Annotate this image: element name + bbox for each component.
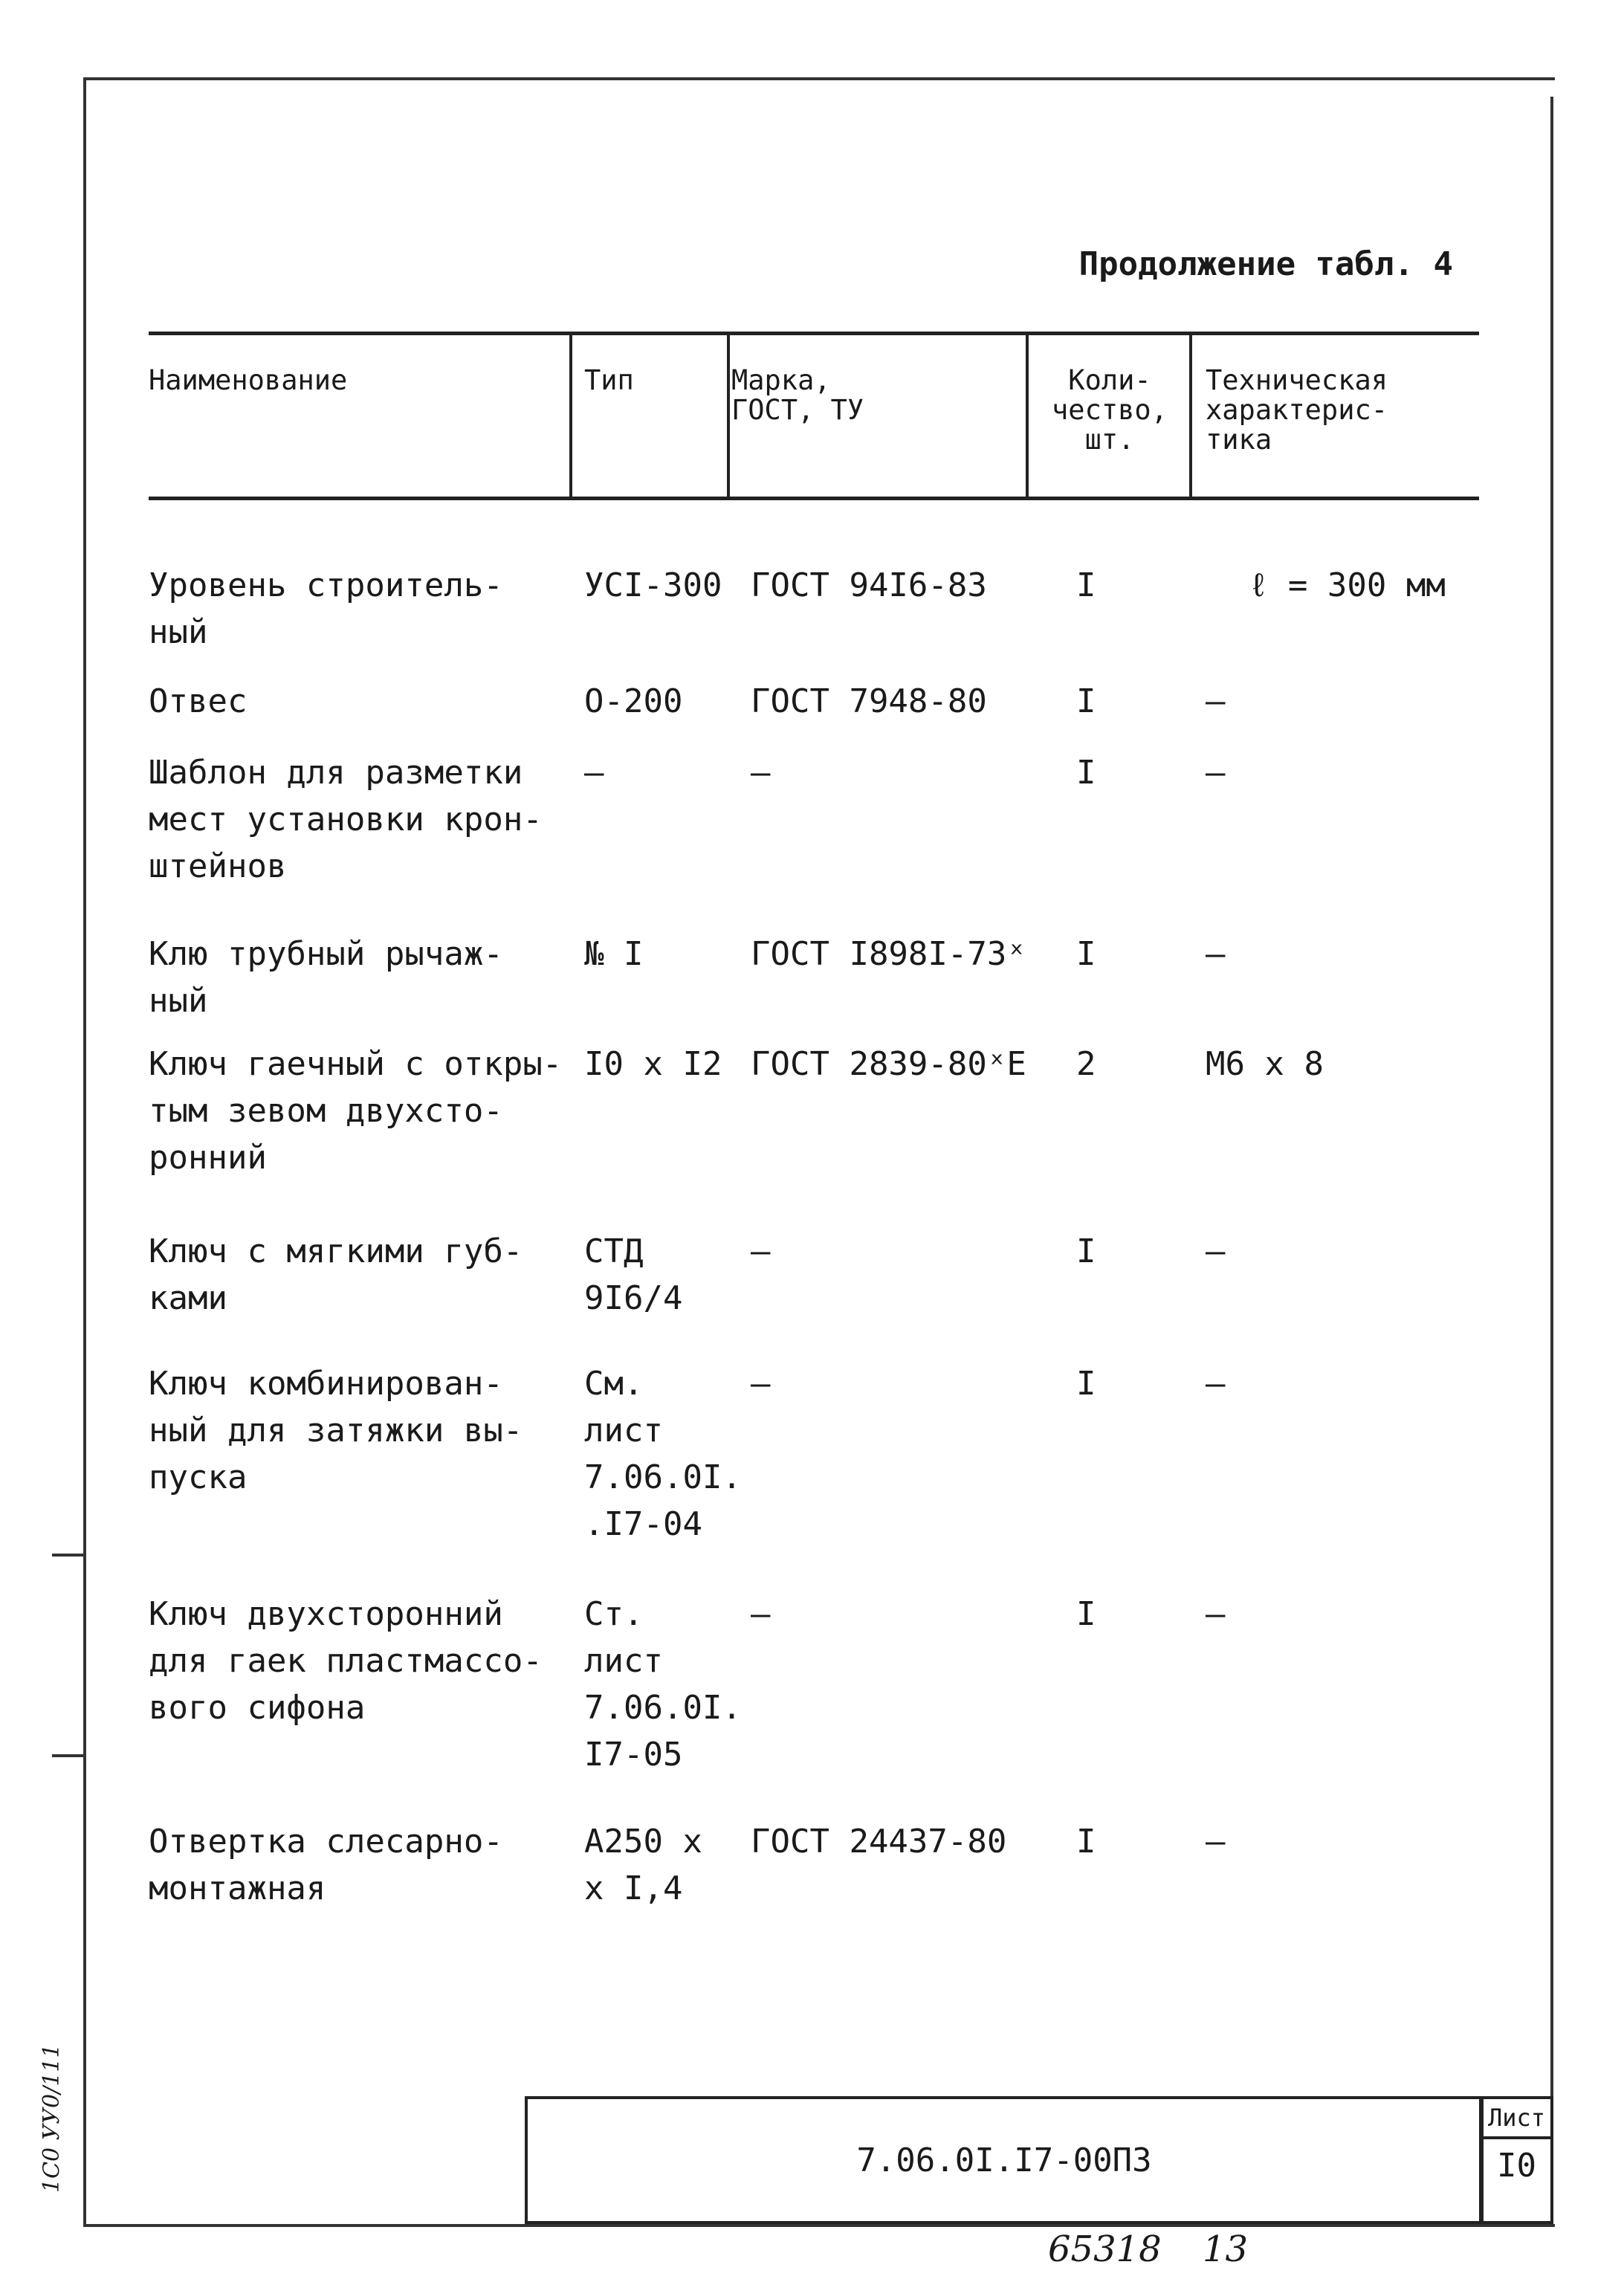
cell-type: – xyxy=(584,754,604,792)
cell-qty: I xyxy=(1076,754,1096,792)
cell-tech: – xyxy=(1206,1823,1226,1861)
cell-qty: 2 xyxy=(1076,1045,1096,1083)
cell-tech: – xyxy=(1206,682,1226,720)
table-continuation-label: Продолжение табл. 4 xyxy=(1078,245,1453,283)
cell-qty: I xyxy=(1076,1365,1096,1403)
cell-qty: I xyxy=(1076,1595,1096,1633)
frame-right xyxy=(1550,97,1553,2227)
cell-qty: I xyxy=(1076,1823,1096,1861)
column-divider xyxy=(1026,332,1029,500)
sheet-number-box xyxy=(1479,2096,1553,2224)
binding-tick xyxy=(52,1754,86,1757)
cell-type: О-200 xyxy=(584,682,683,720)
header-type: Тип xyxy=(584,364,634,396)
cell-type: А250 x x I,4 xyxy=(584,1823,702,1907)
table-header-bottom-rule xyxy=(149,497,1479,500)
stamp-doc-code xyxy=(525,2096,1484,2224)
cell-name: Уровень строитель- ный xyxy=(149,566,503,651)
header-name: Наименование xyxy=(149,364,348,396)
cell-type: № I xyxy=(584,935,644,973)
side-text: 1С0 УУ0/111 xyxy=(39,2043,65,2193)
cell-mark: ГОСТ 24437-80 xyxy=(751,1823,1007,1861)
cell-type: СТД 9I6/4 xyxy=(584,1232,683,1317)
cell-tech: М6 x 8 xyxy=(1206,1045,1324,1083)
cell-name: Шаблон для разметки мест установки крон- штейнов xyxy=(149,754,543,885)
column-divider xyxy=(727,332,730,500)
frame-bottom xyxy=(83,2224,1555,2227)
column-divider xyxy=(569,332,572,500)
cell-name: Ключ с мягкими губ- ками xyxy=(149,1232,523,1317)
cell-name: Ключ гаечный с откры- тым зевом двухсто- ронний xyxy=(149,1045,563,1177)
cell-tech: ℓ = 300 мм xyxy=(1249,566,1446,604)
cell-mark: – xyxy=(751,1365,771,1403)
frame-left xyxy=(83,77,86,2227)
cell-name: Клю трубный рычаж- ный xyxy=(149,935,503,1020)
cell-mark: – xyxy=(751,1232,771,1270)
header-tech: Техническая характерис- тика xyxy=(1206,364,1388,456)
cell-qty: I xyxy=(1076,566,1096,604)
cell-mark: ГОСТ I898I-73ˣ xyxy=(751,935,1026,973)
handwritten-archive-number: 65318 13 xyxy=(1048,2228,1249,2270)
cell-type: I0 x I2 xyxy=(584,1045,722,1083)
binding-tick xyxy=(52,1554,86,1557)
sheet-number: I0 xyxy=(1497,2147,1536,2185)
doc-code-text: 7.06.0I.I7-00ПЗ xyxy=(856,2141,1152,2179)
cell-name: Отвертка слесарно- монтажная xyxy=(149,1823,503,1907)
header-qty: Коли- чество, шт. xyxy=(1052,364,1168,456)
cell-mark: ГОСТ 94I6-83 xyxy=(751,566,987,604)
cell-qty: I xyxy=(1076,1232,1096,1270)
cell-tech: – xyxy=(1206,1232,1226,1270)
cell-name: Отвес xyxy=(149,682,248,720)
cell-mark: ГОСТ 2839-80ˣЕ xyxy=(751,1045,1026,1083)
frame-top xyxy=(83,77,1555,80)
cell-tech: – xyxy=(1206,754,1226,792)
cell-qty: I xyxy=(1076,935,1096,973)
table-top-rule xyxy=(149,332,1479,335)
cell-name: Ключ двухсторонний для гаек пластмассо- вого сифона xyxy=(149,1595,543,1727)
cell-type: Ст. лист 7.06.0I. I7-05 xyxy=(584,1595,742,1774)
cell-tech: – xyxy=(1206,1595,1226,1633)
cell-mark: – xyxy=(751,1595,771,1633)
cell-mark: – xyxy=(751,754,771,792)
column-divider xyxy=(1189,332,1192,500)
cell-mark: ГОСТ 7948-80 xyxy=(751,682,987,720)
header-mark: Марка, ГОСТ, ТУ xyxy=(731,364,864,426)
cell-tech: – xyxy=(1206,1365,1226,1403)
cell-qty: I xyxy=(1076,682,1096,720)
cell-type: УСI-300 xyxy=(584,566,722,604)
sheet-label: Лист xyxy=(1488,2104,1546,2132)
cell-type: См. лист 7.06.0I. .I7-04 xyxy=(584,1365,742,1543)
sheet-divider xyxy=(1482,2136,1550,2139)
cell-tech: – xyxy=(1206,935,1226,973)
cell-name: Ключ комбинирован- ный для затяжки вы- пуска xyxy=(149,1365,523,1496)
